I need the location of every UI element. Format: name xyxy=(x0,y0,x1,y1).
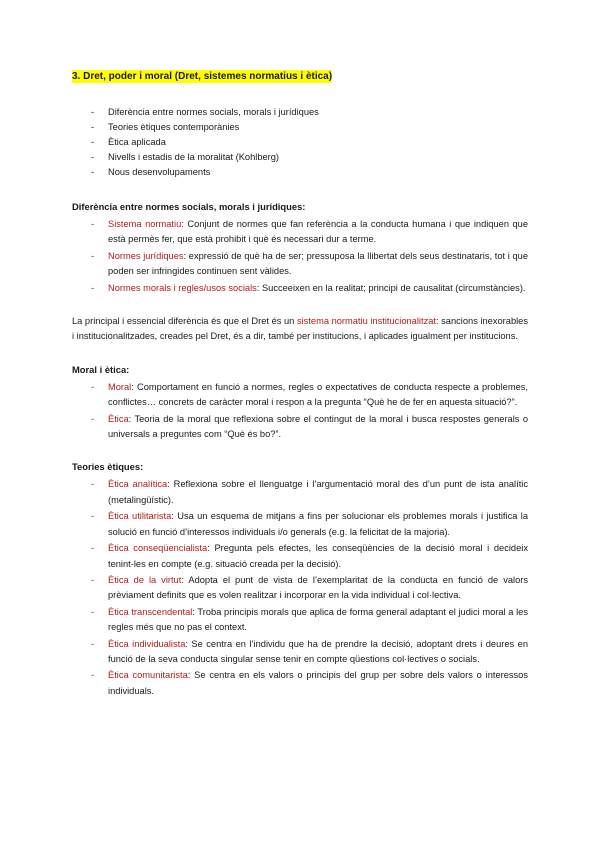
list-item xyxy=(91,509,528,540)
moral-list xyxy=(72,380,528,443)
list-item xyxy=(91,217,528,248)
term: Ètica conseqüencialista xyxy=(108,543,208,554)
topic-item: - Teories ètiques contemporànies xyxy=(91,120,528,135)
definition: : Reflexiona sobre el llenguatge i l’argumentació moral des d’un punt de ista analític (metalingüístic). xyxy=(108,479,528,505)
paragraph-text: La principal i essencial diferència és que el Dret és un xyxy=(72,316,297,327)
list-item xyxy=(91,281,528,296)
paragraph-text: : sancions inexorables i institucionalitzades, creades pel Dret, és a dir, també per institucions, i aplicades igualment per institucions. xyxy=(72,316,528,342)
list-item xyxy=(91,477,528,508)
definition: : Troba principis morals que aplica de forma general adaptant el judici moral a les regles més que no pas el context. xyxy=(108,606,528,633)
list-item xyxy=(91,541,528,572)
section-heading-moral: Moral i ètica: xyxy=(72,363,130,375)
list-item xyxy=(91,668,528,699)
term: Ètica transcendental xyxy=(108,606,193,617)
term: Moral xyxy=(108,381,132,392)
topics-list xyxy=(72,105,528,180)
section-heading-teories: Teories ètiques: xyxy=(72,461,144,473)
topic-item: - Nivells i estadis de la moralitat (Kohlberg) xyxy=(91,150,528,165)
document-title xyxy=(72,70,528,84)
list-item xyxy=(91,605,528,636)
list-item xyxy=(91,380,528,411)
term: Ètica xyxy=(108,413,129,424)
term: Normes jurídiques xyxy=(108,250,184,261)
term: Ètica analítica xyxy=(108,479,168,490)
topic-item: - Ètica aplicada xyxy=(91,135,528,150)
list-item xyxy=(91,412,528,443)
title-highlight: 3. Dret, poder i moral (Dret, sistemes normatius i ètica) xyxy=(72,71,333,82)
term: sistema normatiu institucionalitzat xyxy=(296,316,436,327)
main-difference-paragraph xyxy=(72,314,528,345)
topic-item: - Diferència entre normes socials, morals i jurídiques xyxy=(91,105,528,120)
term: Sistema normatiu xyxy=(108,219,182,229)
definition: : Adopta el punt de vista de l’exemplaritat de la conducta en funció de valors prèviament definits que es volen realitzar i incorporar en la vida individual i col·lectiva. xyxy=(108,574,529,601)
list-item xyxy=(91,573,528,604)
term: Ètica de la virtut xyxy=(108,574,182,585)
definition: : Pregunta pels efectes, les conseqüències de la decisió moral i decideix tenint-les en compte (e.g. situació creada per la decisió). xyxy=(108,543,528,569)
definition: : Se centra en els valors o principis del grup per sobre dels valors o interessos individuals. xyxy=(108,670,528,696)
definition: : Teoria de la moral que reflexiona sobre el contingut de la moral i busca respostes generals o universals a preguntes com “Què és bo?”. xyxy=(108,413,528,440)
list-item xyxy=(91,249,528,280)
term: Ètica utilitarista xyxy=(108,511,172,522)
definition: : Usa un esquema de mitjans a fins per solucionar els problemes morals i justifica la solució en funció d’interessos individuals i/o generals (e.g. la felicitat de la majoria). xyxy=(108,511,528,537)
term: Ètica comunitarista xyxy=(108,670,188,681)
term: Ètica individualista xyxy=(108,638,186,649)
list-item xyxy=(91,637,528,668)
term: Normes morals i regles/usos socials xyxy=(108,282,257,293)
topic-item: - Nous desenvolupaments xyxy=(91,165,528,180)
definition: : Comportament en funció a normes, regles o expectatives de conducta respecte a problemes, conflictes… concrets de caràcter moral i respon a la pregunta “Què he de fer en aquesta situació?”. xyxy=(108,381,528,408)
definition: : Succeeixen en la realitat; principi de causalitat (circumstàncies). xyxy=(256,282,526,293)
teories-list xyxy=(72,477,528,699)
definition: : Conjunt de normes que fan referència a la conducta humana i que indiquen que està permès fer, que està prohibit i què és necessari dur a terme. xyxy=(108,219,528,245)
section-heading-normes: Diferència entre normes socials, morals i jurídiques: xyxy=(72,201,306,212)
definition: : Se centra en l’individu que ha de prendre la decisió, adoptant drets i deures en funció de la seva conducta singular sense tenir en compte qüestions col·lectives o socials. xyxy=(108,638,528,664)
normes-list xyxy=(72,217,528,296)
definition: : expressió de què ha de ser; pressuposa la llibertat dels seus destinataris, tot i que poden ser infringides continuen sent vàlides. xyxy=(108,250,528,277)
